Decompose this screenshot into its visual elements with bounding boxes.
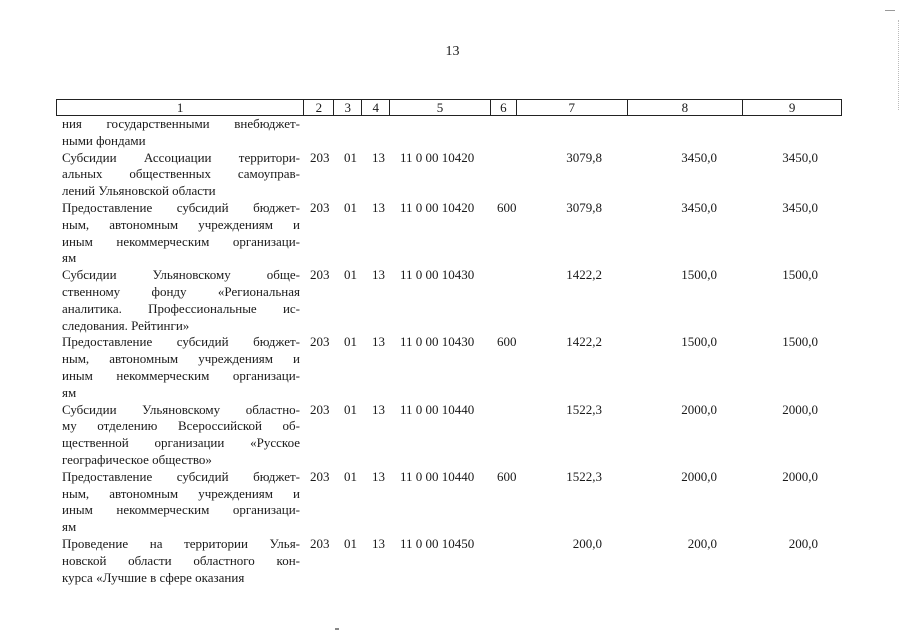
description-line: курса «Лучшие в сфере оказания: [62, 569, 245, 585]
cell-rz: 01: [344, 334, 357, 350]
description-line: лений Ульяновской области: [62, 183, 216, 199]
cell-col8: 2000,0: [681, 401, 717, 417]
header-col-8: 8: [628, 100, 744, 115]
row-description: [62, 469, 300, 536]
cell-ved: 203: [310, 401, 330, 417]
description-line: ным, автономным учреждениям и: [62, 351, 300, 367]
description-line: Предоставление субсидий бюджет-: [62, 334, 300, 350]
table-header: [56, 99, 842, 116]
table-row: [62, 150, 842, 200]
cell-rz: 01: [344, 199, 357, 215]
cell-col8: 3450,0: [681, 149, 717, 165]
cell-vr: 600: [497, 199, 517, 215]
cell-col8: 3450,0: [681, 199, 717, 215]
cell-col7: 1522,3: [566, 401, 602, 417]
cell-ved: 203: [310, 199, 330, 215]
cell-col9: 2000,0: [782, 468, 818, 484]
header-col-6: 6: [491, 100, 517, 115]
cell-csr: 11 0 00 10450: [400, 535, 475, 551]
cell-col9: 1500,0: [782, 267, 818, 283]
header-col-4: 4: [362, 100, 390, 115]
cell-col7: 1422,2: [566, 267, 602, 283]
description-line: альных общественных самоуправ-: [62, 166, 300, 182]
cell-csr: 11 0 00 10430: [400, 334, 475, 350]
description-line: ными фондами: [62, 132, 146, 148]
cell-rz: 01: [344, 401, 357, 417]
cell-col8: 2000,0: [681, 468, 717, 484]
description-line: аналитика. Профессиональные ис-: [62, 300, 300, 316]
header-col-9: 9: [788, 100, 796, 115]
cell-col9: 3450,0: [782, 149, 818, 165]
description-line: ям: [62, 519, 77, 535]
cell-col7: 3079,8: [566, 199, 602, 215]
cell-ved: 203: [310, 334, 330, 350]
cell-col9: 200,0: [788, 535, 818, 551]
cell-pr: 13: [372, 535, 385, 551]
cell-pr: 13: [372, 401, 385, 417]
scan-bottom-mark: [335, 628, 339, 630]
description-line: новской области областного кон-: [62, 552, 300, 568]
cell-ved: 203: [310, 149, 330, 165]
description-line: иным некоммерческим организаци-: [62, 233, 300, 249]
cell-rz: 01: [344, 535, 357, 551]
cell-vr: 600: [497, 468, 517, 484]
cell-csr: 11 0 00 10440: [400, 401, 475, 417]
table-body: [62, 116, 842, 586]
description-line: ным, автономным учреждениям и: [62, 216, 300, 232]
cell-col8: 1500,0: [681, 334, 717, 350]
header-col-2: 2: [304, 100, 334, 115]
scan-edge-dots: [894, 20, 899, 110]
row-description: [62, 267, 300, 334]
cell-col7: 200,0: [572, 535, 602, 551]
description-line: ния государственными внебюджет-: [62, 116, 300, 131]
header-col-7: 7: [517, 100, 628, 115]
row-description: [62, 150, 300, 200]
table-row: [62, 200, 842, 267]
cell-vr: 600: [497, 334, 517, 350]
row-description: [62, 200, 300, 267]
table-row: [62, 334, 842, 401]
description-line: Субсидии Ассоциации территори-: [62, 149, 300, 165]
header-col-5: 5: [390, 100, 491, 115]
cell-ved: 203: [310, 267, 330, 283]
table-row: [62, 536, 842, 586]
cell-ved: 203: [310, 535, 330, 551]
row-description: [62, 402, 300, 469]
description-line: му отделению Всероссийской об-: [62, 418, 300, 434]
description-line: географическое общество»: [62, 451, 212, 467]
cell-pr: 13: [372, 468, 385, 484]
table-row: [62, 267, 842, 334]
description-line: щественной организации «Русское: [62, 435, 300, 451]
table-row: [62, 116, 842, 150]
description-line: ям: [62, 250, 77, 266]
header-col-1: 1: [57, 100, 304, 115]
cell-pr: 13: [372, 199, 385, 215]
description-line: иным некоммерческим организаци-: [62, 367, 300, 383]
cell-col7: 1522,3: [566, 468, 602, 484]
cell-pr: 13: [372, 267, 385, 283]
description-line: иным некоммерческим организаци-: [62, 502, 300, 518]
cell-csr: 11 0 00 10430: [400, 267, 475, 283]
description-line: ям: [62, 384, 77, 400]
row-description: [62, 334, 300, 401]
cell-csr: 11 0 00 10440: [400, 468, 475, 484]
cell-col7: 1422,2: [566, 334, 602, 350]
cell-pr: 13: [372, 149, 385, 165]
cell-rz: 01: [344, 267, 357, 283]
cell-ved: 203: [310, 468, 330, 484]
cell-csr: 11 0 00 10420: [400, 199, 475, 215]
cell-col9: 2000,0: [782, 401, 818, 417]
cell-pr: 13: [372, 334, 385, 350]
description-line: Предоставление субсидий бюджет-: [62, 468, 300, 484]
description-line: Субсидии Ульяновскому областно-: [62, 401, 300, 417]
table-row: [62, 469, 842, 536]
scan-corner-mark: [885, 10, 895, 11]
cell-rz: 01: [344, 468, 357, 484]
description-line: следования. Рейтинги»: [62, 317, 190, 333]
table-row: [62, 402, 842, 469]
description-line: ственному фонду «Региональная: [62, 283, 300, 299]
page-number: 13: [445, 44, 460, 59]
row-description: [62, 116, 300, 150]
cell-col8: 200,0: [687, 535, 717, 551]
row-description: [62, 536, 300, 586]
cell-col8: 1500,0: [681, 267, 717, 283]
cell-csr: 11 0 00 10420: [400, 149, 475, 165]
cell-rz: 01: [344, 149, 357, 165]
description-line: Предоставление субсидий бюджет-: [62, 199, 300, 215]
description-line: Субсидии Ульяновскому обще-: [62, 267, 300, 283]
description-line: Проведение на территории Улья-: [62, 535, 300, 551]
cell-col9: 3450,0: [782, 199, 818, 215]
cell-col9: 1500,0: [782, 334, 818, 350]
description-line: ным, автономным учреждениям и: [62, 485, 300, 501]
cell-col7: 3079,8: [566, 149, 602, 165]
header-col-3: 3: [334, 100, 362, 115]
